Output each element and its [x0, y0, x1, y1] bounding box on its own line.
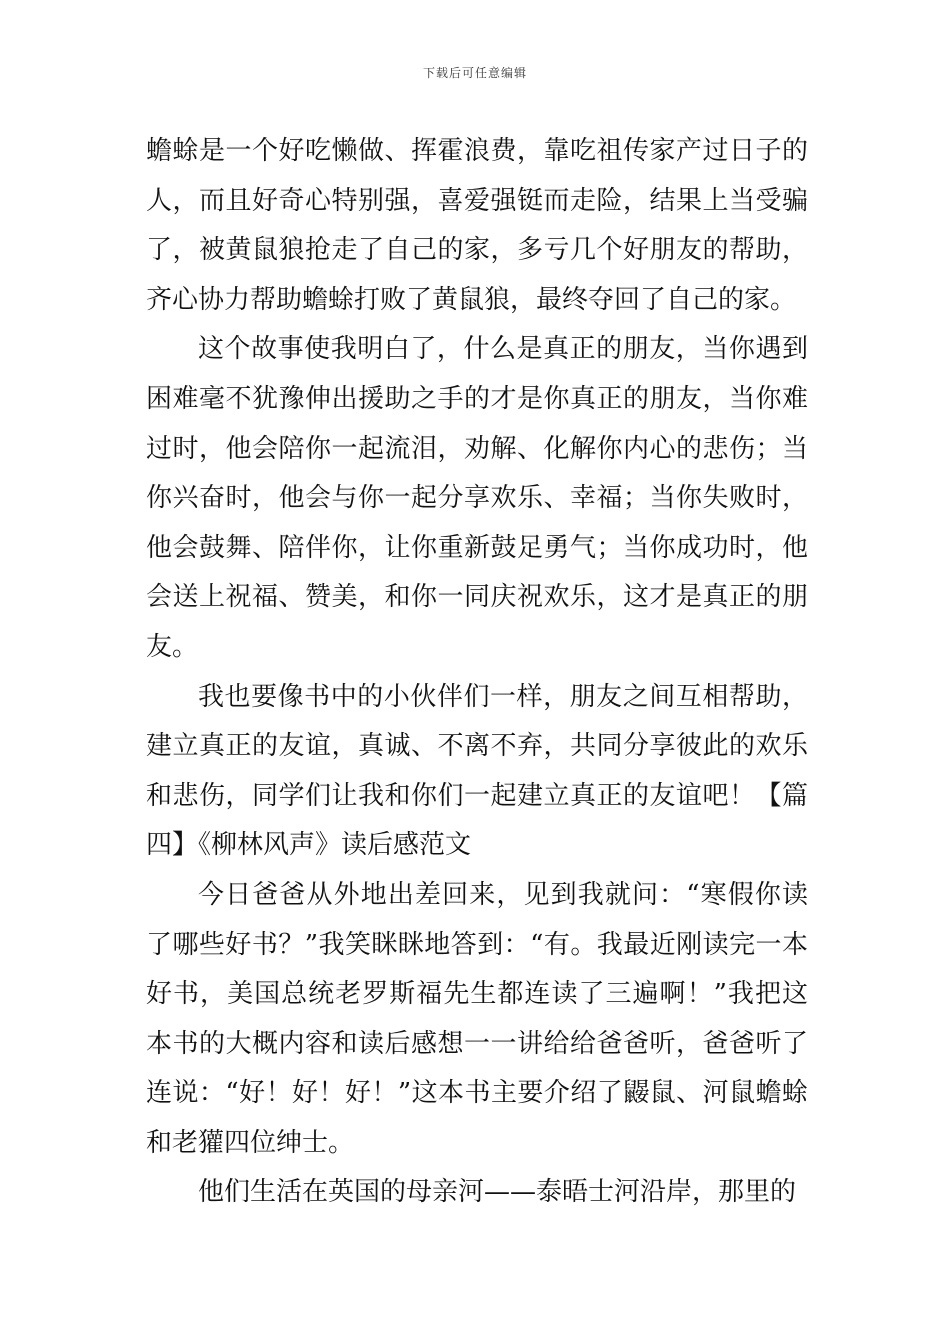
paragraph-1: 蟾蜍是一个好吃懒做、挥霍浪费，靠吃祖传家产过日子的人，而且好奇心特别强，喜爱强铤而走险，结果上当受骗了，被黄鼠狼抢走了自己的家，多亏几个好朋友的帮助，齐心协力帮助蟾蜍打败了黄鼠狼，最终夺回了自己的家。 [146, 136, 808, 315]
paragraph-4: 今日爸爸从外地出差回来，见到我就问：“寒假你读了哪些好书？”我笑眯眯地答到：“有。我最近刚读完一本好书，美国总统老罗斯福先生都连读了三遍啊！”我把这本书的大概内容和读后感想一一讲给给爸爸听，爸爸听了连说：“好！好！好！”这本书主要介绍了鼹鼠、河鼠蟾蜍和老獾四位绅士。 [146, 879, 808, 1158]
paragraph-5: 他们生活在英国的母亲河——泰晤士河沿岸，那里的 [198, 1177, 797, 1208]
paragraph-3: 我也要像书中的小伙伴们一样，朋友之间互相帮助，建立真正的友谊，真诚、不离不弃，共同分享彼此的欢乐和悲伤，同学们让我和你们一起建立真正的友谊吧！【篇四】《柳林风声》读后感范文 [146, 681, 808, 861]
paragraph-2: 这个故事使我明白了，什么是真正的朋友，当你遇到困难毫不犹豫伸出援助之手的才是你真正的朋友，当你难过时，他会陪你一起流泪，劝解、化解你内心的悲伤；当你兴奋时，他会与你一起分享欢乐、幸福；当你失败时，他会鼓舞、陪伴你，让你重新鼓足勇气；当你成功时，他会送上祝福、赞美，和你一同庆祝欢乐，这才是真正的朋友。 [146, 334, 808, 662]
document-body [146, 127, 808, 1218]
page-header: 下载后可任意编辑 [422, 66, 527, 80]
